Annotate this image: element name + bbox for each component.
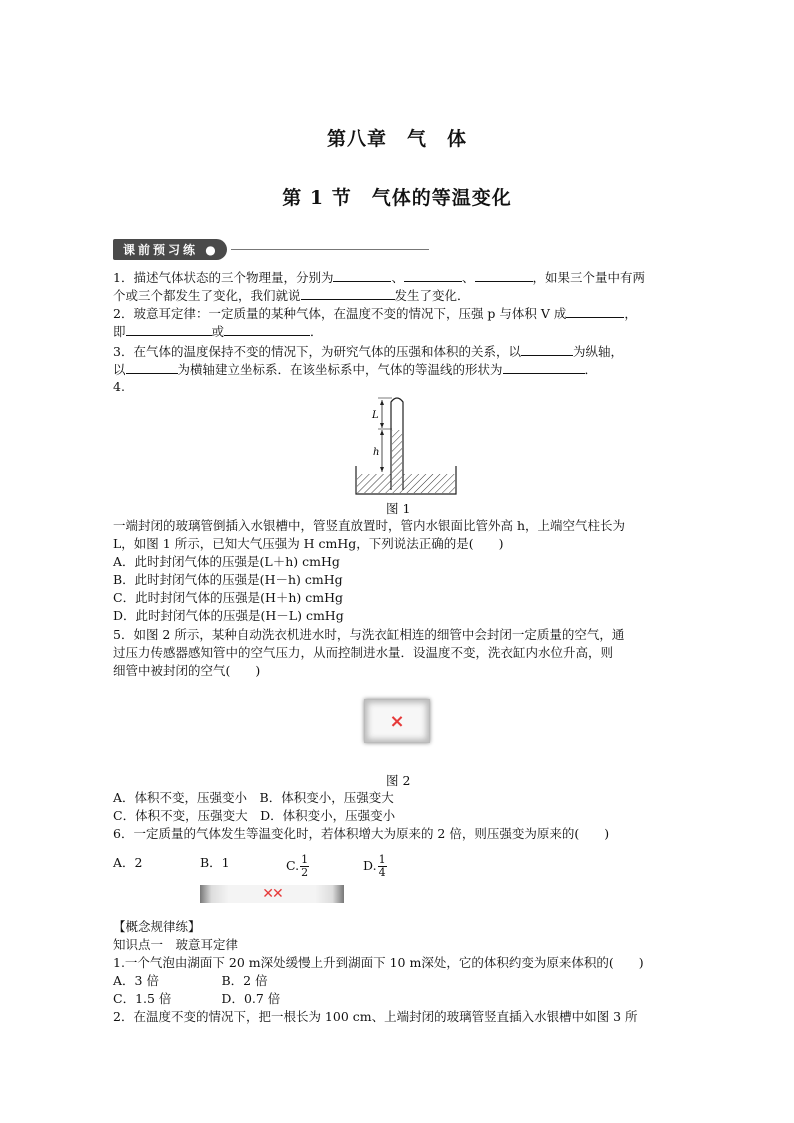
q3-text-e: ．	[584, 362, 598, 377]
q5-options-ab: A．体积不变，压强变小 B．体积变小，压强变大	[113, 790, 394, 805]
q1-line1	[113, 268, 685, 287]
q3-blank-1	[521, 342, 573, 356]
q3-text-c: 以	[113, 362, 126, 377]
section-tag-rule	[231, 249, 429, 250]
section-tag-text: 课前预习练	[123, 242, 199, 257]
q4-option-d: D．此时封闭气体的压强是(H－L) cmHg	[113, 608, 344, 623]
q1-blank-1	[333, 268, 391, 282]
q3-blank-3	[503, 360, 585, 374]
q4-text-line2: L，如图 1 所示，已知大气压强为 H cmHg，下列说法正确的是( )	[113, 536, 504, 551]
q6-option-c-denominator: 2	[301, 866, 309, 879]
q1-sep-2: 、	[461, 270, 475, 285]
q4-option-c: C．此时封闭气体的压强是(H＋h) cmHg	[113, 590, 343, 605]
label-h: h	[373, 447, 380, 458]
broken-image-2-icon: ✕✕	[262, 886, 282, 902]
q1-text-c: 个或三个都发生了变化，我们就说	[113, 288, 301, 303]
q1-blank-2	[404, 268, 462, 282]
arrow-up-L	[380, 400, 384, 405]
concept-header: 【概念规律练】	[113, 919, 201, 934]
q6-text: 6．一定质量的气体发生等温变化时，若体积增大为原来的 2 倍，则压强变为原来的( )	[113, 826, 610, 841]
figure-1-caption: 图 1	[386, 501, 411, 516]
figure-1-diagram	[352, 392, 462, 502]
q2-blank-2	[126, 322, 212, 336]
q5-options-cd: C．体积不变，压强变大 D．体积变小，压强变小	[113, 808, 396, 823]
broken-image-icon: ×	[389, 710, 405, 732]
q6-option-c	[286, 854, 309, 879]
q6-option-d-label: D.	[363, 858, 377, 873]
q2-text-e: ．	[310, 324, 323, 339]
q3-text-a: 3．在气体的温度保持不变的情况下，为研究气体的压强和体积的关系，以	[113, 344, 521, 359]
label-L: L	[372, 410, 379, 421]
q5-text-line1: 5．如图 2 所示，某种自动洗衣机进水时，与洗衣缸相连的细管中会封闭一定质量的空气，通	[113, 627, 625, 642]
q3-text-b: 为纵轴，	[572, 344, 623, 359]
q1-text-a: 1．描述气体状态的三个物理量，分别为	[113, 270, 334, 285]
q2-blank-3	[224, 322, 310, 336]
q6-option-b: B．1	[200, 855, 230, 870]
q6-option-d-numerator: 1	[378, 853, 386, 866]
q6-option-d	[363, 854, 387, 879]
q2-text-b: ，	[624, 306, 637, 321]
q3-line2	[113, 360, 685, 379]
q1-sep-1: 、	[391, 270, 404, 285]
mercury-trough-fill	[357, 474, 455, 493]
q5-text-line2: 过压力传感器感知管中的空气压力，从而控制进水量．设温度不变，洗衣缸内水位升高，则	[113, 645, 614, 660]
q1-text-d: 发生了变化．	[394, 288, 470, 303]
concept-q1-options-cd: C．1.5 倍 D．0.7 倍	[113, 991, 281, 1006]
q2-text-a: 2．玻意耳定律：一定质量的某种气体，在温度不变的情况下，压强 p 与体积 V 成	[113, 306, 567, 321]
q6-option-c-numerator: 1	[301, 853, 309, 866]
q6-option-c-label: C.	[286, 858, 300, 873]
knowledge-point-1: 知识点一 玻意耳定律	[113, 937, 239, 952]
q6-option-a: A．2	[113, 855, 143, 870]
q3-text-d: 为横轴建立坐标系．在该坐标系中，气体的等温线的形状为	[177, 362, 503, 377]
q4-option-b: B．此时封闭气体的压强是(H－h) cmHg	[113, 572, 343, 587]
section-title: 第 1 节 气体的等温变化	[282, 187, 512, 209]
q2-blank-1	[566, 304, 624, 318]
arrow-down-L	[380, 423, 384, 428]
q6-option-c-fraction	[300, 854, 309, 879]
q4-text-line1: 一端封闭的玻璃管倒插入水银槽中，管竖直放置时，管内水银面比管外高 h，上端空气柱长为	[113, 518, 626, 533]
q6-option-d-fraction	[378, 854, 387, 879]
q4-number: 4.	[113, 379, 125, 394]
section-tag-label: 课前预习练 ●	[113, 239, 227, 260]
q1-blank-3	[475, 268, 533, 282]
concept-q1-options-ab: A．3 倍 B．2 倍	[113, 973, 268, 988]
broken-image-2	[200, 885, 344, 903]
q1-text-b: ，如果三个量中有两	[532, 270, 646, 285]
figure-2-caption: 图 2	[386, 773, 411, 788]
q2-line2	[113, 322, 685, 341]
q3-blank-2	[126, 360, 178, 374]
q2-text-c: 即	[113, 324, 126, 339]
chapter-title: 第八章 气 体	[326, 128, 467, 150]
arrow-down-h	[380, 467, 384, 472]
q5-text-line3: 细管中被封闭的空气( )	[113, 663, 261, 678]
concept-q1-text: 1.一个气泡由湖面下 20 m深处缓慢上升到湖面下 10 m深处，它的体积约变为原来体积的( )	[113, 955, 644, 970]
q2-line1	[113, 304, 685, 323]
q1-blank-4	[301, 286, 395, 300]
q6-options	[113, 850, 685, 880]
q6-option-d-denominator: 4	[378, 866, 386, 879]
concept-q2-text: 2．在温度不变的情况下，把一根长为 100 cm、上端封闭的玻璃管竖直插入水银槽中如图 3 所	[113, 1009, 638, 1024]
q1-line2	[113, 286, 685, 305]
q2-text-d: 或	[211, 324, 225, 339]
section-tag	[113, 238, 429, 260]
figure-2-broken-image	[364, 699, 430, 743]
q4-option-a: A．此时封闭气体的压强是(L＋h) cmHg	[113, 554, 340, 569]
q3-line1	[113, 342, 685, 361]
arrow-up-h	[380, 430, 384, 435]
mercury-column	[392, 430, 402, 490]
